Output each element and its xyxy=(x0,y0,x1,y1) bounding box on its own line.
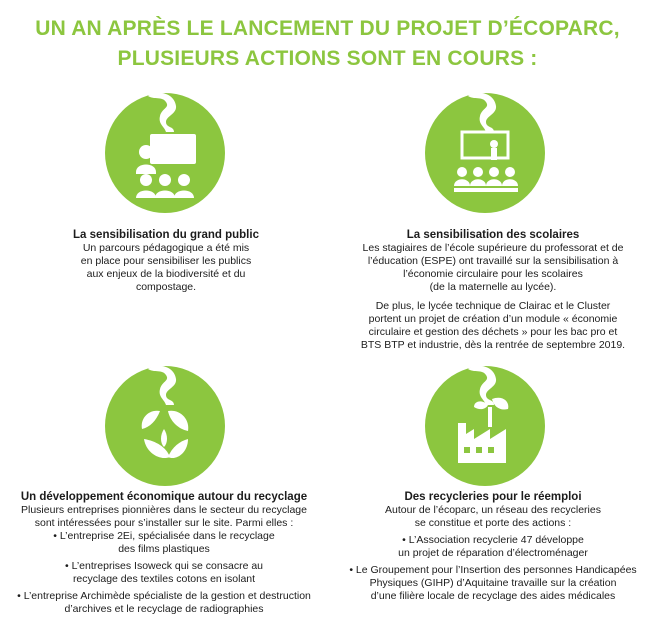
bullet-item: • L’entreprise Archimède spécialiste de la gestion et destruction xyxy=(17,590,311,602)
bullet-item-continued: recyclage des textiles cotons en isolant xyxy=(72,573,256,585)
section-text-line: compostage. xyxy=(135,281,197,293)
section-text-line: BTS BTP et industrie, dès la rentrée de septembre 2019. xyxy=(360,339,626,351)
section-text-line: se constitue et porte des actions : xyxy=(414,517,572,529)
bullet-item-continued: d’archives et le recyclage de radiographies xyxy=(64,603,264,615)
section-scolaires xyxy=(348,228,638,352)
section-text-line: Un parcours pédagogique a été mis xyxy=(82,242,250,254)
section-text-line: l’économie circulaire pour les scolaires xyxy=(403,268,583,280)
section-text-line: portent un projet de création d’un module « économie xyxy=(368,313,618,325)
section-heading: La sensibilisation des scolaires xyxy=(406,229,580,241)
section-text-line: sont intéressées pour s’installer sur le site. Parmi elles : xyxy=(34,517,294,529)
bullet-item: • L’entreprise 2Ei, spécialisée dans le recyclage xyxy=(53,530,275,542)
section-recycleries xyxy=(340,490,646,603)
bullet-item: • L’entreprises Isoweck qui se consacre au xyxy=(64,560,264,572)
section-text-line: De plus, le lycée technique de Clairac et le Cluster xyxy=(375,300,611,312)
page-title xyxy=(0,14,655,74)
bullet-item-continued: Physiques (GIHP) d’Aquitaine travaille sur la création xyxy=(369,577,617,589)
title-line-2: PLUSIEURS ACTIONS SONT EN COURS : xyxy=(117,47,538,70)
bullet-item-continued: des films plastiques xyxy=(118,543,210,555)
green-factory-icon xyxy=(424,365,546,487)
classroom-teacher-icon xyxy=(424,92,546,214)
section-text-line: l’éducation (ESPE) ont travaillé sur la sensibilisation à xyxy=(367,255,619,267)
bullet-item: • Le Groupement pour l’Insertion des personnes Handicapées xyxy=(349,564,637,576)
section-grand-public xyxy=(46,228,286,294)
section-text-line: Les stagiaires de l’école supérieure du professorat et de xyxy=(362,242,624,254)
section-heading: La sensibilisation du grand public xyxy=(73,229,259,241)
section-heading: Un développement économique autour du recyclage xyxy=(20,491,308,503)
bullet-item-continued: un projet de réparation d’électroménager xyxy=(398,547,588,559)
section-text-line: Autour de l’écoparc, un réseau des recycleries xyxy=(385,504,601,516)
recycling-leaves-icon xyxy=(104,365,226,487)
section-text-line: circulaire et gestion des déchets » pour les bac pro et xyxy=(368,326,618,338)
section-developpement xyxy=(14,490,314,616)
title-line-1: UN AN APRÈS LE LANCEMENT DU PROJET D’ÉCOPARC, xyxy=(35,17,620,40)
presentation-audience-icon xyxy=(104,92,226,214)
section-heading: Des recycleries pour le réemploi xyxy=(404,491,582,503)
bullet-item: • L’Association recyclerie 47 développe xyxy=(402,534,584,546)
section-text-line: Plusieurs entreprises pionnières dans le secteur du recyclage xyxy=(21,504,307,516)
section-text-line: (de la maternelle au lycée). xyxy=(429,281,557,293)
section-text-line: aux enjeux de la biodiversité et du xyxy=(86,268,246,280)
bullet-item-continued: d’une filière locale de recyclage des aides médicales xyxy=(370,590,616,602)
section-text-line: en place pour sensibiliser les publics xyxy=(80,255,252,267)
